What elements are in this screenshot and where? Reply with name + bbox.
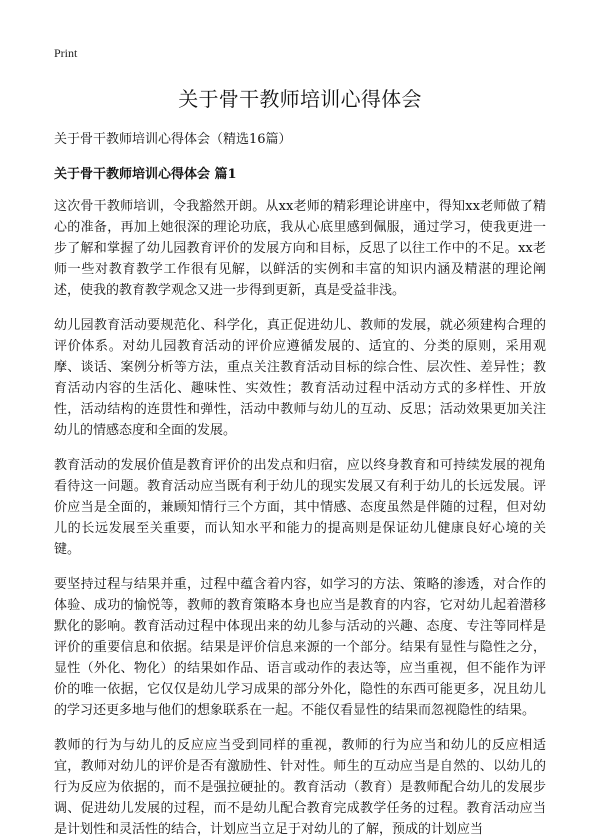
print-link[interactable]: Print [54, 46, 78, 60]
paragraph-2: 幼儿园教育活动要规范化、科学化，真正促进幼儿、教师的发展，就必须建构合理的评价体系。对幼儿园教育活动的评价应遵循发展的、适宜的、分类的原则，采用观摩、谈话、案例分析等方法，重点关注教育活动目标的综合性、层次性、差异性；教育活动内容的生活化、趣味性、实效性；教育活动过程中活动方式的多样性、开放性，活动结构的连贯性和弹性，活动中教师与幼儿的互动、反思；活动效果更加关注幼儿的情感态度和全面的发展。 [54, 318, 546, 438]
paragraph-4: 要坚持过程与结果并重，过程中蕴含着内容，如学习的方法、策略的渗透，对合作的体验、成功的愉悦等，教师的教育策略本身也应当是教育的内容，它对幼儿起着潜移默化的影响。教育活动过程中体现出来的幼儿参与活动的兴趣、态度、专注等同样是评价的重要信息和依据。结果是评价信息来源的一个部分。结果有显性与隐性之分，显性（外化、物化）的结果如作品、语言或动作的表达等，应当重视，但不能作为评价的唯一依据，它仅仅是幼儿学习成果的部分外化，隐性的东西可能更多，况且幼儿的学习还更多地与他们的想象联系在一起。不能仅看显性的结果而忽视隐性的结果。 [54, 577, 546, 718]
section-title: 关于骨干教师培训心得体会 篇1 [54, 167, 237, 182]
document-subtitle: 关于骨干教师培训心得体会（精选16篇） [54, 132, 292, 147]
paragraph-5: 教师的行为与幼儿的反应应当受到同样的重视，教师的行为应当和幼儿的反应相适宜，教师对幼儿的评价是否有激励性、针对性。师生的互动应当是自然的、以幼儿的行为反应为依据的，而不是强拉硬扯的。教育活动（教育）是教师配合幼儿的发展步调、促进幼儿发展的过程，而不是幼儿配合教育完成教学任务的过程。教育活动应当是计划性和灵活性的结合，计划应当立足于对幼儿的了解，预成的计划应当 [54, 738, 546, 837]
paragraph-1: 这次骨干教师培训，令我豁然开朗。从xx老师的精彩理论讲座中，得知xx老师做了精心的准备，再加上她很深的理论功底，我从心底里感到佩服，通过学习，使我更进一步了解和掌握了幼儿园教育评价的发展方向和目标，反思了以往工作中的不足。xx老师一些对教育教学工作很有见解，以鲜活的实例和丰富的知识内涵及精湛的理论阐述，使我的教育教学观念又进一步得到更新，真是受益非浅。 [54, 199, 546, 298]
paragraph-3: 教育活动的发展价值是教育评价的出发点和归宿，应以终身教育和可持续发展的视角看待这一问题。教育活动应当既有利于幼儿的现实发展又有利于幼儿的长远发展。评价应当是全面的，兼顾知情行三个方面，其中情感、态度虽然是伴随的过程，但对幼儿的长远发展至关重要，而认知水平和能力的提高则是保证幼儿健康良好心境的关键。 [54, 458, 546, 557]
document-title: 关于骨干教师培训心得体会 [178, 87, 422, 111]
